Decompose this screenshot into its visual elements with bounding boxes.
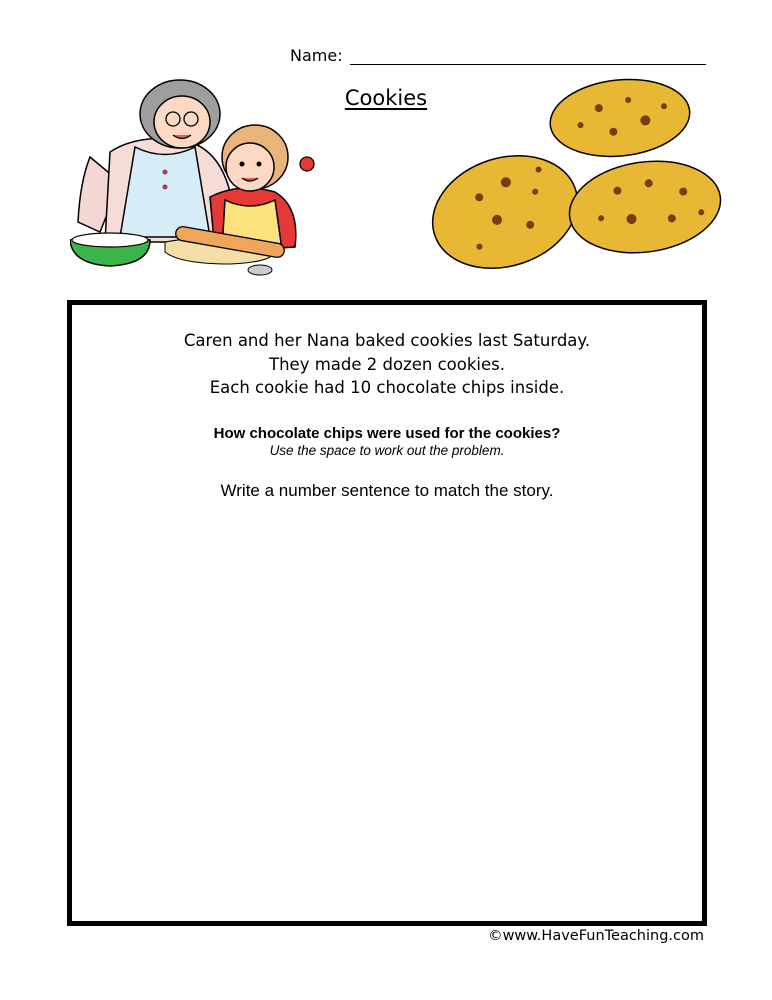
story-line: Each cookie had 10 chocolate chips inside. bbox=[209, 378, 565, 397]
name-row bbox=[290, 46, 706, 70]
chocolate-chip-cookies-illustration bbox=[430, 72, 726, 277]
number-sentence-prompt: Write a number sentence to match the story. bbox=[220, 481, 554, 500]
name-blank-line[interactable] bbox=[350, 64, 706, 65]
instruction-text: Use the space to work out the problem. bbox=[269, 443, 505, 458]
copyright-footer: ©www.HaveFunTeaching.com bbox=[488, 928, 704, 944]
name-label: Name: bbox=[290, 46, 343, 65]
work-area-box[interactable] bbox=[67, 300, 707, 926]
question-text: How chocolate chips were used for the cookies? bbox=[213, 425, 561, 442]
worksheet-title: Cookies bbox=[344, 86, 428, 110]
story-line: Caren and her Nana baked cookies last Saturday. bbox=[183, 331, 591, 350]
story-text bbox=[72, 329, 702, 400]
story-line: They made 2 dozen cookies. bbox=[269, 354, 505, 374]
grandmother-and-girl-baking-illustration bbox=[70, 72, 330, 282]
